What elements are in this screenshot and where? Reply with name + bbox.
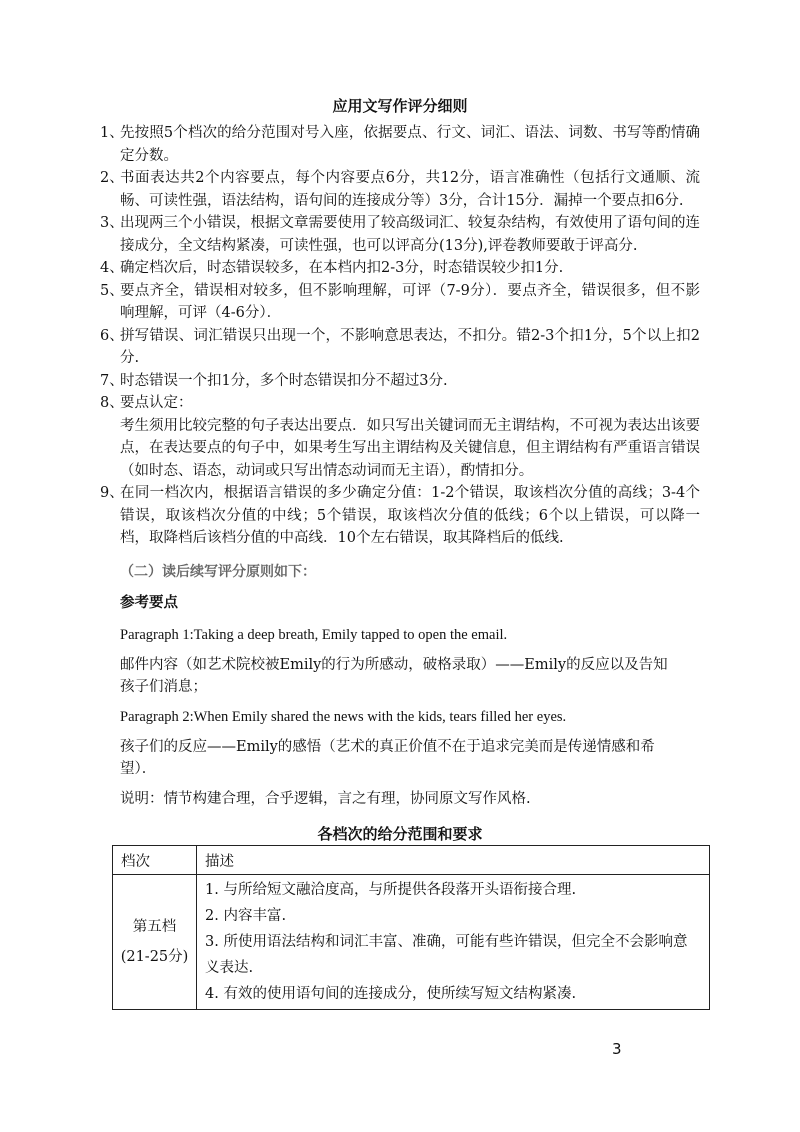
paragraph-2-content: 孩子们的反应——Emily的感悟（艺术的真正价值不在于追求完美而是传递情感和希望）． [120,739,655,777]
rule-number: 6、 [100,327,124,344]
rule-item [100,370,700,393]
section-note: 说明：情节构建合理，合乎逻辑，言之有理，协同原文写作风格. [120,791,531,807]
header-description: 描述 [197,846,710,875]
rule-item [100,257,700,280]
rule-text: 拼写错误、词汇错误只出现一个，不影响意思表达，不扣分。错2-3个扣1分，5个以上扣2分. [120,327,700,366]
rule-text: 要点齐全，错误相对较多，但不影响理解，可评（7-9分）．要点齐全，错误很多，但不影响理解，可评（4-6分）． [120,282,700,321]
rule-item [100,392,700,415]
rule-number: 1、 [100,125,124,141]
section-heading: （二）读后续写评分原则如下： [120,564,316,580]
rule-number: 8、 [100,395,124,411]
rule-item [100,122,700,167]
level-cell [113,875,197,1010]
scoring-rules-list [100,122,700,550]
rule-text: 确定档次后，时态错误较多，在本档内扣2-3分，时态错误较少扣1分. [120,260,564,276]
page-number: 3 [612,1040,622,1058]
table-title: 各档次的给分范围和要求 [317,825,483,843]
rule-item [100,280,700,325]
continuation-writing-section [120,561,680,818]
rule-8-body: 考生须用比较完整的句子表达出要点．如只写出关键词而无主谓结构，不可视为表达出该要点，在表达要点的句子中，如果考生写出主谓结构及关键信息，但主谓结构有严重语言错误（如时态、语态，动词或只写出情态动词而无主语），酌情扣分。 [120,417,700,479]
rule-text: 在同一档次内，根据语言错误的多少确定分值：1-2个错误，取该档次分值的高线；3-4个错误，取该档次分值的中线；5个错误，取该档次分值的低线；6个以上错误，可以降一档，取降档后该档分值的中高线．10个左右错误，取其降档后的低线. [120,485,700,546]
rule-text: 书面表达共2个内容要点，每个内容要点6分，共12分，语言准确性（包括行文通顺、流畅、可读性强，语法结构，语句间的连接成分等）3分，合计15分．漏掉一个要点扣6分. [120,170,700,209]
table-header-row [113,846,710,875]
rule-number: 5、 [100,282,124,299]
description-item: 2. 内容丰富. [205,908,287,924]
rule-item [100,212,700,257]
description-item: 3. 所使用语法结构和词汇丰富、准确，可能有些许错误，但完全不会影响意义表达. [205,934,688,976]
description-cell [197,875,710,1010]
level-range: (21-25分) [120,949,189,965]
rule-text: 要点认定： [120,395,193,411]
rule-number: 2、 [100,170,124,186]
description-item: 1. 与所给短文融洽度高，与所提供各段落开头语衔接合理. [205,882,577,898]
grade-table [112,845,710,1010]
rule-text: 出现两三个小错误，根据文章需要使用了较高级词汇、较复杂结构，有效使用了语句间的连接成分，全文结构紧凑，可读性强，也可以评高分(13分),评卷教师要敢于评高分. [120,215,700,254]
rule-item [100,325,700,370]
rule-item [100,482,700,550]
paragraph-2-opening: Paragraph 2:When Emily shared the news with the kids, tears filled her eyes. [120,709,567,725]
level-name: 第五档 [132,919,177,935]
rule-item [100,167,700,212]
reference-points-heading: 参考要点 [120,594,178,611]
rule-text: 时态错误一个扣1分，多个时态错误扣分不超过3分. [120,372,448,389]
paragraph-1-opening: Paragraph 1:Taking a deep breath, Emily tapped to open the email. [120,627,508,643]
rule-number: 4、 [100,260,124,276]
rule-number: 7、 [100,372,124,389]
table-row [113,875,710,1010]
rule-number: 9、 [100,485,124,501]
header-level: 档次 [113,846,197,875]
rule-text: 先按照5个档次的给分范围对号入座，依据要点、行文、词汇、语法、词数、书写等酌情确定分数。 [120,125,700,164]
paragraph-1-content: 邮件内容（如艺术院校被Emily的行为所感动，破格录取）——Emily的反应以及告知孩子们消息； [120,657,668,695]
rule-number: 3、 [100,215,124,231]
description-item: 4. 有效的使用语句间的连接成分，使所续写短文结构紧凑. [205,986,577,1002]
page-title: 应用文写作评分细则 [332,97,468,115]
